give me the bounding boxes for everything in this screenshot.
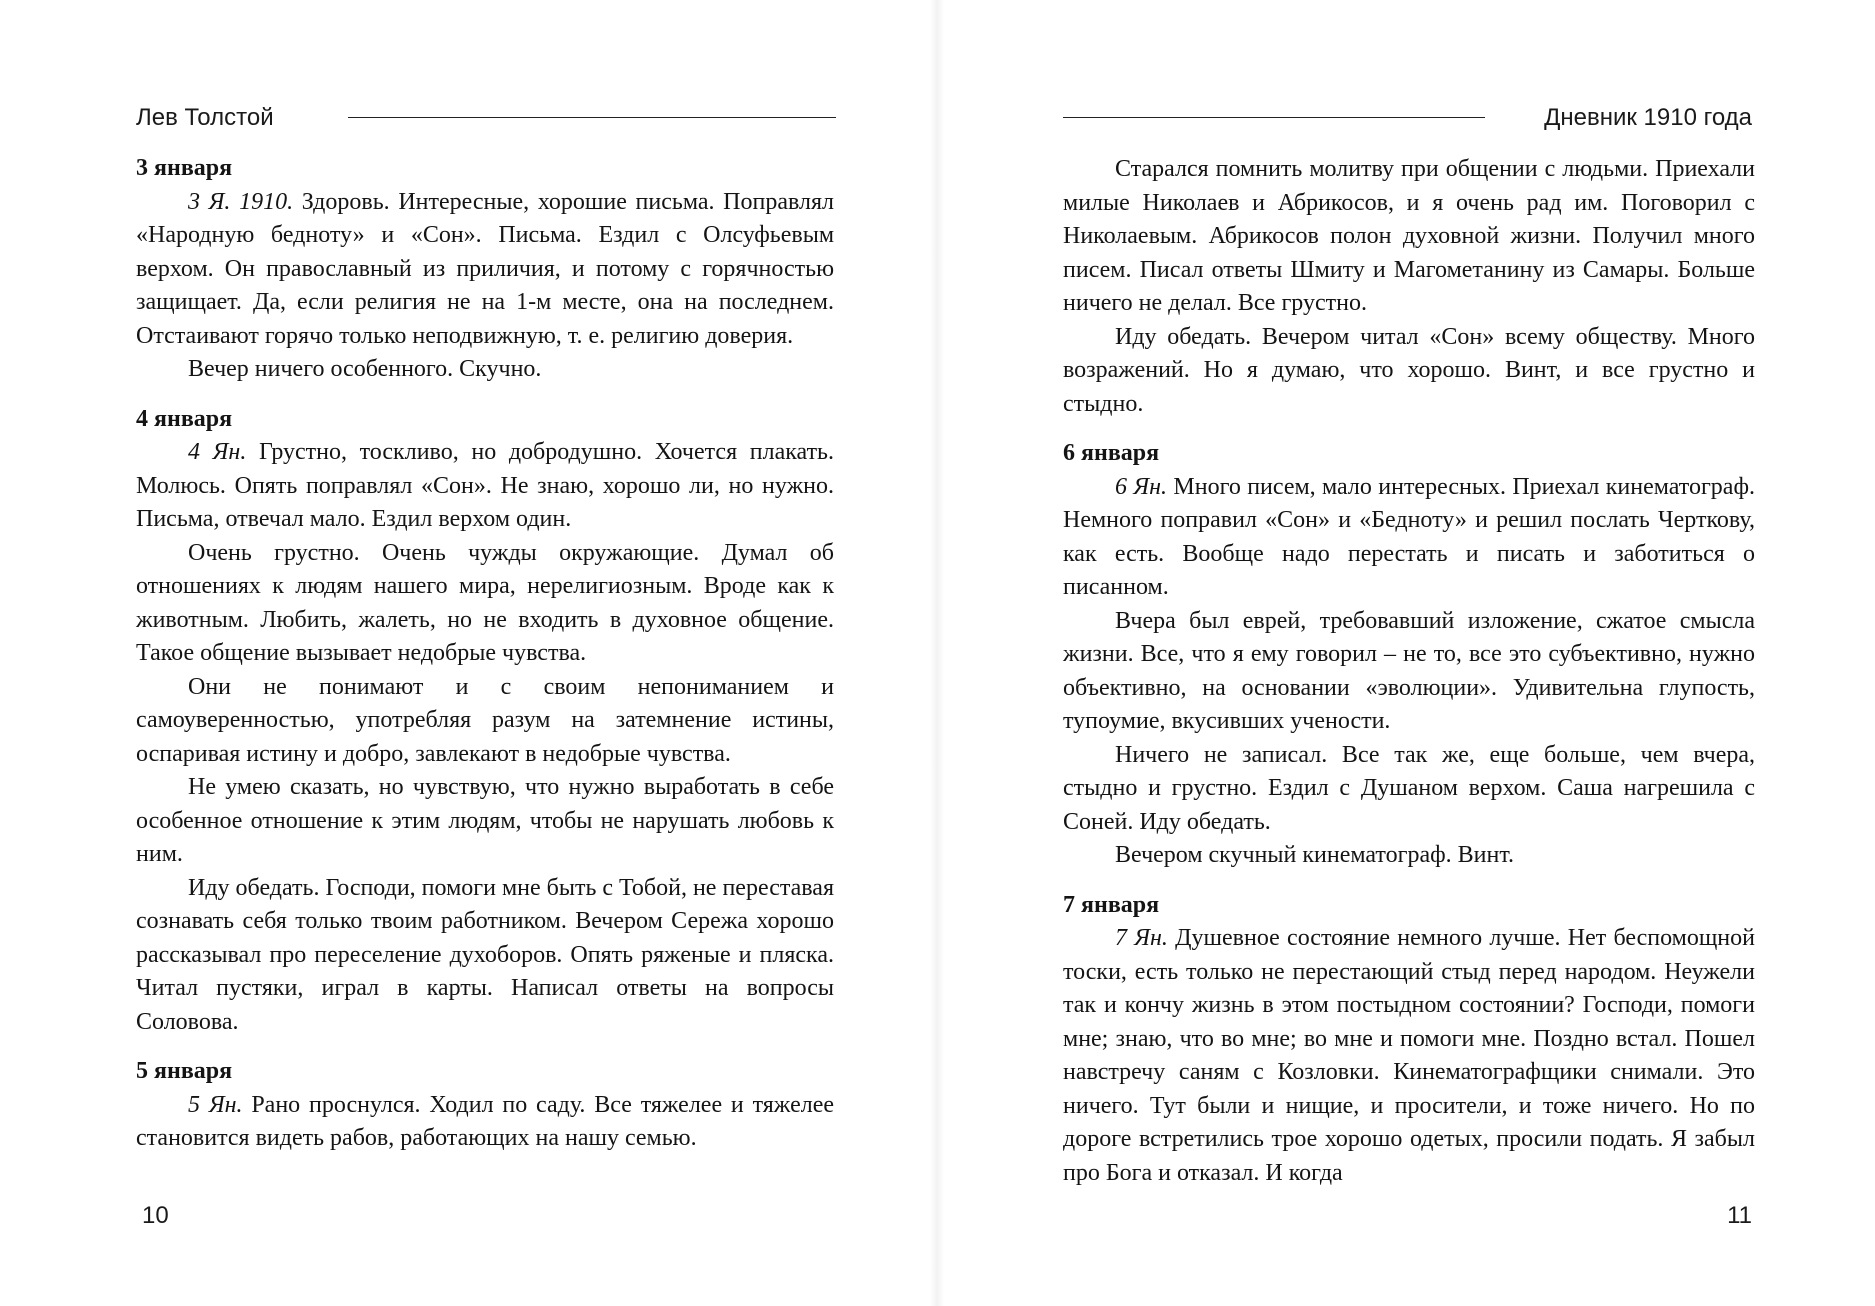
entry-heading: 5 января [136, 1058, 233, 1084]
continuation-paragraph: Старался помнить молитву при общении с людьми. Приехали милые Николаев и Абрикосов, и я очень рад им. Поговорил с Николаевым. Абрикосов полон духовной жизни. Получил много писем. Писал ответы Шмиту и Магометанину из Самары. Больше ничего не делал. Все грустно. [1063, 156, 1755, 316]
entry-text: Грустно, тоскливо, но добродушно. Хочется плакать. Молюсь. Опять поправлял «Сон». Не знаю, хорошо ли, но нужно. Письма, отвечал мало. Ездил верхом один. [136, 439, 834, 532]
entry-paragraph [1063, 922, 1755, 1190]
date-mark: 7 Ян. [1115, 925, 1168, 951]
entry-text: Рано проснулся. Ходил по саду. Все тяжелее и тяжелее становится видеть рабов, работающих на нашу семью. [136, 1091, 835, 1151]
date-mark: 3 Я. 1910. [188, 188, 294, 215]
left-page [0, 0, 937, 1306]
date-mark: 4 Ян. [188, 439, 247, 465]
entry-heading: 6 января [1063, 440, 1160, 466]
entry-paragraph [136, 1089, 834, 1156]
date-mark: 6 Ян. [1115, 473, 1168, 500]
header-rule [1063, 117, 1485, 118]
continuation-paragraph: Иду обедать. Вечером читал «Сон» всему обществу. Много возражений. Но я думаю, что хорошо. Винт, и все грустно и стыдно. [1063, 323, 1755, 417]
date-mark: 5 Ян. [188, 1091, 243, 1118]
entry-paragraph: Не умею сказать, но чувствую, что нужно выработать в себе особенное отношение к этим людям, чтобы не нарушать любовь к ним. [136, 774, 834, 867]
entry-paragraph: Очень грустно. Очень чужды окружающие. Думал об отношениях к людям нашего мира, нерелигиозным. Вроде как к животным. Любить, жалеть, но не входить в духовное общение. Такое общение вызывает недобрые чувства. [136, 539, 834, 666]
entry-paragraph [1063, 471, 1755, 605]
entry-paragraph: Ничего не записал. Все так же, еще больше, чем вчера, стыдно и грустно. Ездил с Душаном верхом. Саша нагрешила с Соней. Иду обедать. [1063, 741, 1755, 835]
entry-paragraph: Иду обедать. Господи, помоги мне быть с Тобой, не переставая сознавать себя только твоим работником. Вечером Сережа хорошо рассказывал про переселение духоборов. Опять ряженые и пляска. Читал пустяки, играл в карты. Написал ответы на вопросы Соловова. [136, 874, 834, 1035]
entry-heading: 7 января [1063, 891, 1160, 918]
entry-paragraph: Они не понимают и с своим непониманием и самоуверенностью, употребляя разум на затемнение истины, оспаривая истину и добро, завлекают в недобрые чувства. [136, 673, 834, 767]
entry-text: Много писем, мало интересных. Приехал кинематограф. Немного поправил «Сон» и «Бедноту» и решил послать Черткову, как есть. Вообще надо перестать и писать и заботиться о писанном. [1063, 473, 1755, 600]
entry-text: Здоровь. Интересные, хорошие письма. Поправлял «Народную бедноту» и «Сон». Письма. Ездил с Олсуфьевым верхом. Он православный из приличия, и потому с горячностью защищает. Да, если религия не на 1-м месте, она на последнем. Отстаивают горячо только неподвижную, т. е. религию доверия. [136, 188, 834, 349]
entry-paragraph: Вечером скучный кинематограф. Винт. [1115, 842, 1515, 868]
page-number: 10 [142, 1202, 169, 1229]
entry-heading: 4 января [136, 405, 233, 432]
page-text [1063, 153, 1755, 1190]
entry-paragraph [136, 186, 834, 354]
page-number: 11 [1727, 1202, 1752, 1229]
entry-heading: 3 января [136, 155, 233, 181]
entry-paragraph: Вечер ничего особенного. Скучно. [188, 356, 542, 382]
page-text [136, 152, 834, 1156]
running-head-author: Лев Толстой [136, 104, 274, 131]
entry-paragraph [136, 436, 834, 537]
right-page [937, 0, 1874, 1306]
entry-paragraph: Вчера был еврей, требовавший изложение, сжатое смысла жизни. Все, что я ему говорил – не то, все это субъективно, нужно объективно, на основании «эволюции». Удивительна глупость, тупоумие, вкусивших учености. [1063, 607, 1755, 734]
entry-text: Душевное состояние немного лучше. Нет беспомощной тоски, есть только не перестающий стыд перед народом. Неужели так и кончу жизнь в этом постыдном состоянии? Господи, помоги мне; знаю, что во мне; во мне и помоги мне. Поздно встал. Пошел навстречу саням с Козловки. Кинематографщики снимали. Это ничего. Тут были и нищие, и просители, и тоже ничего. Но по дороге встретились трое хорошо одетых, просили подать. Я забыл про Бога и отказал. И когда [1063, 925, 1755, 1186]
running-head-title: Дневник 1910 года [1544, 104, 1752, 131]
header-rule [348, 117, 836, 118]
